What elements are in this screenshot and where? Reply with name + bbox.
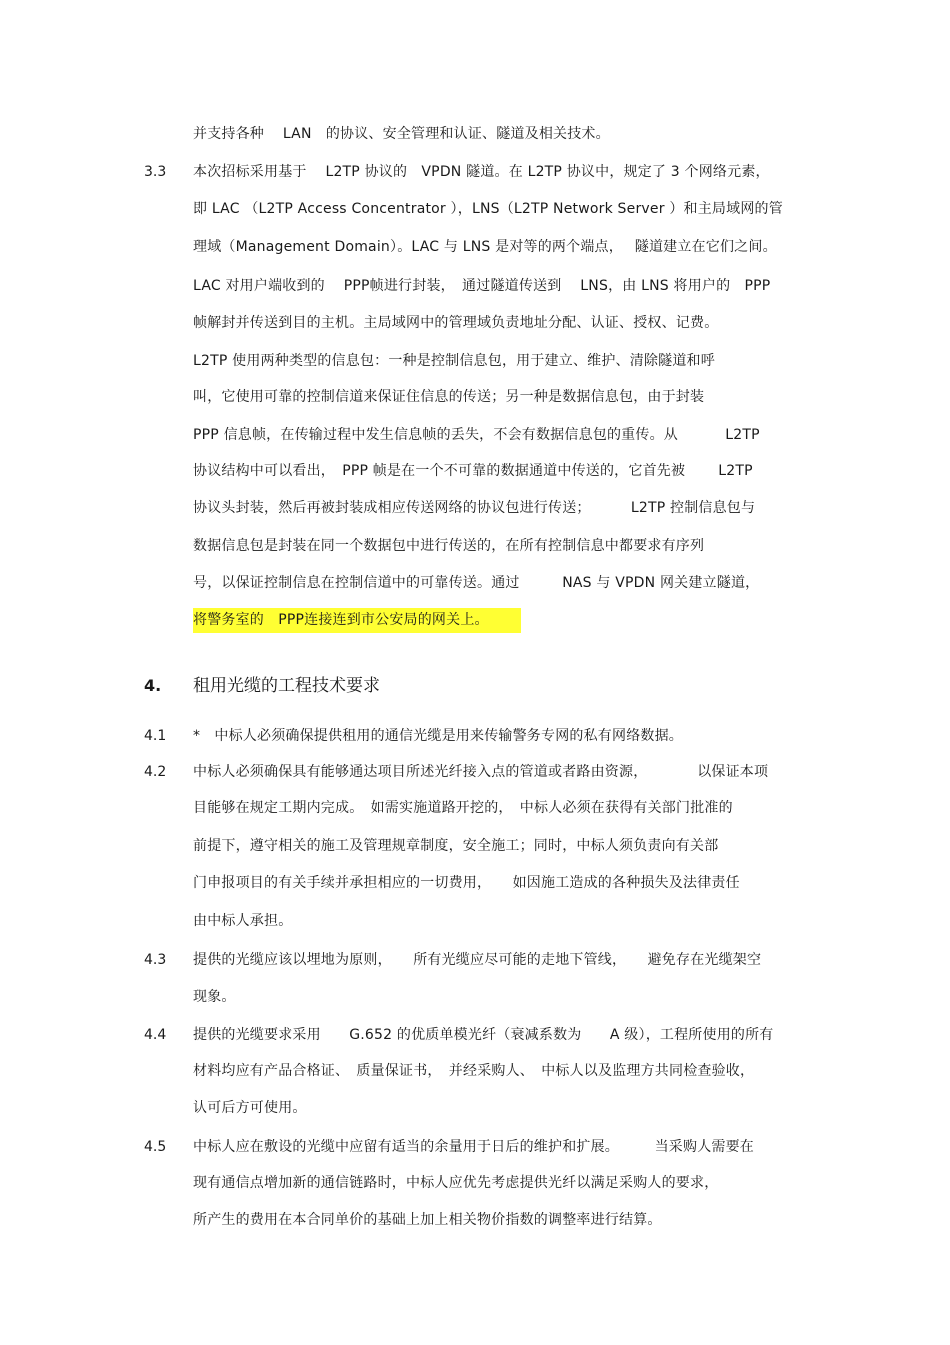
paragraph-line: 目能够在规定工期内完成。 如需实施道路开挖的， 中标人必须在获得有关部门批准的 [193,800,733,816]
item-number-3-3: 3.3 [144,164,167,180]
item-number-4-2: 4.2 [144,764,167,780]
paragraph-line: 所产生的费用在本合同单价的基础上加上相关物价指数的调整率进行结算。 [193,1212,662,1228]
paragraph-line: * 中标人必须确保提供租用的通信光缆是用来传输警务专网的私有网络数据。 [193,728,683,744]
paragraph-line: L2TP 使用两种类型的信息包：一种是控制信息包，用于建立、维护、清除隧道和呼 [193,353,715,369]
paragraph-line: 现象。 [193,989,236,1005]
paragraph-line: LAC 对用户端收到的 PPP帧进行封装， 通过隧道传送到 LNS，由 LNS 将用户的 PPP [193,278,771,294]
paragraph-line: 门申报项目的有关手续并承担相应的一切费用， 如因施工造成的各种损失及法律责任 [193,875,740,891]
paragraph-line: 叫，它使用可靠的控制信道来保证住信息的传送；另一种是数据信息包，由于封装 [193,389,705,405]
paragraph-line: 协议头封装，然后再被封装成相应传送网络的协议包进行传送； L2TP 控制信息包与 [193,500,756,516]
paragraph-line: 即 LAC （L2TP Access Concentrator ），LNS（L2TP Network Server ）和主局域网的管 [193,201,783,217]
highlighted-text [193,610,521,630]
item-number-4-3: 4.3 [144,952,167,968]
paragraph-line: 并支持各种 LAN 的协议、安全管理和认证、隧道及相关技术。 [193,126,610,142]
paragraph-line: 提供的光缆要求采用 G.652 的优质单模光纤（衰减系数为 A 级），工程所使用的所有 [193,1027,774,1043]
paragraph-line: PPP 信息帧，在传输过程中发生信息帧的丢失，不会有数据信息包的重传。从 L2TP [193,427,760,443]
paragraph-line: 中标人应在敷设的光缆中应留有适当的余量用于日后的维护和扩展。 当采购人需要在 [193,1139,754,1155]
section-title: 租用光缆的工程技术要求 [193,676,380,696]
item-number-4-4: 4.4 [144,1027,167,1043]
paragraph-line: 帧解封并传送到目的主机。主局域网中的管理域负责地址分配、认证、授权、记费。 [193,315,719,331]
paragraph-line: 数据信息包是封装在同一个数据包中进行传送的，在所有控制信息中都要求有序列 [193,538,705,554]
paragraph-line: 认可后方可使用。 [193,1100,307,1116]
highlight-mark: 将警务室的 PPP连接连到市公安局的网关上。 [193,608,521,633]
paragraph-line: 现有通信点增加新的通信链路时，中标人应优先考虑提供光纤以满足采购人的要求， [193,1175,719,1191]
paragraph-line: 协议结构中可以看出， PPP 帧是在一个不可靠的数据通道中传送的，它首先被 L2TP [193,463,753,479]
paragraph-line: 提供的光缆应该以埋地为原则， 所有光缆应尽可能的走地下管线， 避免存在光缆架空 [193,952,762,968]
paragraph-line: 由中标人承担。 [193,913,293,929]
paragraph-line: 前提下，遵守相关的施工及管理规章制度，安全施工；同时，中标人须负责向有关部 [193,838,719,854]
paragraph-line: 材料均应有产品合格证、 质量保证书， 并经采购人、 中标人以及监理方共同检查验收， [193,1063,755,1079]
item-number-4-5: 4.5 [144,1139,167,1155]
item-number-4-1: 4.1 [144,728,167,744]
section-number: 4. [144,676,162,695]
paragraph-line: 号，以保证控制信息在控制信道中的可靠传送。通过 NAS 与 VPDN 网关建立隧道， [193,575,760,591]
paragraph-line: 本次招标采用基于 L2TP 协议的 VPDN 隧道。在 L2TP 协议中，规定了 3 个网络元素， [193,164,770,180]
paragraph-line: 理域（Management Domain）。LAC 与 LNS 是对等的两个端点， 隧道建立在它们之间。 [193,239,777,255]
paragraph-line: 中标人必须确保具有能够通达项目所述光纤接入点的管道或者路由资源， 以保证本项 [193,764,769,780]
